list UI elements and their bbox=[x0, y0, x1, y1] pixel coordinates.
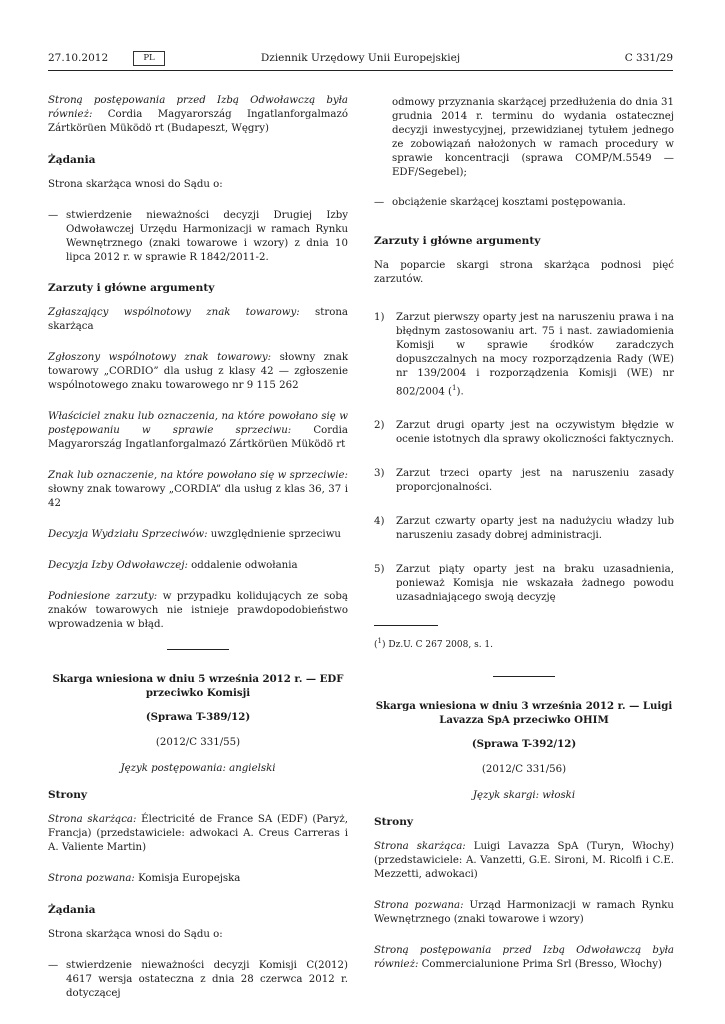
section-heading-pleas-right: Zarzuty i główne argumenty bbox=[374, 235, 541, 247]
field-applicant: Zgłaszający wspólnotowy znak towarowy: strona skarżąca bbox=[48, 307, 348, 332]
case-language: Język skargi: włoski bbox=[472, 790, 576, 802]
claim-item-2: — stwierdzenie nieważności decyzji Komisji C(2012) 4617 wersja ostateczna z dnia 28 czerwca 2012 r. dotyczącej bbox=[48, 960, 348, 999]
claim-item: — stwierdzenie nieważności decyzji Drugiej Izby Odwoławczej Urzędu Harmonizacji w ramach Rynku Wewnętrznego (znaki towarowe i wzory) z dnia 10 lipca 2012 r. w sprawie R 1842/2011-2. bbox=[48, 210, 348, 263]
field-opposition-decision: Decyzja Wydziału Sprzeciwów: uwzględnienie sprzeciwu bbox=[48, 529, 341, 540]
case-title: Skarga wniesiona w dniu 3 września 2012 r. — Luigi Lavazza SpA przeciwko OHIM bbox=[375, 700, 673, 727]
section-heading-claims-2: Żądania bbox=[48, 904, 96, 916]
case-reference: (2012/C 331/55) bbox=[155, 737, 241, 748]
claims-intro: Strona skarżąca wnosi do Sądu o: bbox=[48, 179, 223, 190]
plea-item: 3) Zarzut trzeci oparty jest na naruszeniu zasady proporcjonalności. bbox=[374, 468, 674, 494]
case-language: Język postępowania: angielski bbox=[120, 763, 276, 774]
section-heading-parties-right: Strony bbox=[374, 816, 414, 829]
party-applicant: Strona skarżąca: Luigi Lavazza SpA (Turyn, Włochy) (przedstawiciele: A. Vanzetti, G.E. Sironi, M. Ricolfi i C.E. Mezzetti, adwokaci) bbox=[374, 841, 674, 881]
field-mark-applied: Zgłoszony wspólnotowy znak towarowy: słowny znak towarowy „CORDIO” dla usług z klasy 42 — zgłoszenie wspólnotowego znaku towarowego nr 9 115 262 bbox=[48, 352, 348, 391]
intervener-paragraph: Stroną postępowania przed Izbą Odwoławczą była również: Commercialunione Prima Srl (Bresso, Włochy) bbox=[374, 945, 674, 971]
case-number: (Sprawa T-389/12) bbox=[145, 711, 251, 723]
separator bbox=[493, 676, 555, 677]
plea-item: 4) Zarzut czwarty oparty jest na nadużyciu władzy lub naruszeniu zasady dobrej administracji. bbox=[374, 516, 674, 542]
page-header bbox=[48, 52, 673, 72]
field-mark-opposed: Znak lub oznaczenie, na które powołano się w sprzeciwie: słowny znak towarowy „CORDIA” dla usług z klas 36, 37 i 42 bbox=[48, 470, 348, 509]
plea-item: 5) Zarzut piąty oparty jest na braku uzasadnienia, ponieważ Komisja nie wskazała żadnego powodu uzasadniającego swoją decyzję bbox=[374, 564, 674, 604]
header-rule bbox=[48, 70, 673, 71]
section-heading-parties: Strony bbox=[48, 789, 88, 801]
right-column bbox=[374, 96, 674, 989]
claims-intro-2: Strona skarżąca wnosi do Sądu o: bbox=[48, 929, 223, 940]
section-heading-pleas: Zarzuty i główne argumenty bbox=[48, 282, 215, 294]
field-board-decision: Decyzja Izby Odwoławczej: oddalenie odwołania bbox=[48, 560, 298, 571]
party-defendant: Strona pozwana: Komisja Europejska bbox=[48, 873, 241, 884]
claim-continuation: odmowy przyznania skarżącej przedłużenia do dnia 31 grudnia 2014 r. terminu do wydania ostatecznej decyzji inwestycyjnej, przewidzianej tytułem jednego ze zobowiązań nałożonych w ramach procedury w sprawie koncentracji (sprawa COMP/M.5549 — EDF/Segebel); bbox=[392, 97, 674, 178]
footnote-ref: 1 bbox=[452, 384, 457, 392]
footnote: ($^1$) Dz.U. C 267 2008, s. 1. bbox=[374, 637, 493, 651]
field-pleas: Podniesione zarzuty: w przypadku kolidujących ze sobą znaków towarowych nie istnieje prawdopodobieństwo wprowadzenia w błąd. bbox=[48, 591, 348, 630]
party-defendant: Strona pozwana: Urząd Harmonizacji w ramach Rynku Wewnętrznego (znaki towarowe i wzory) bbox=[374, 900, 674, 926]
claim-costs: — obciążenie skarżącej kosztami postępowania. bbox=[374, 197, 626, 208]
intervener-paragraph: Stroną postępowania przed Izbą Odwoławczą była również: Cordia Magyarország Ingatlanforgalmazó Zártkörüen Müködö rt (Budapeszt, Węgry) bbox=[48, 95, 348, 134]
plea-item: 1) Zarzut pierwszy oparty jest na naruszeniu prawa i na błędnym zastosowaniu art. 75 i nast. zawiadomienia Komisji w sprawie środków zaradczych dopuszczalnych na mocy rozporządzenia Rady (WE) nr 139/2004 i rozporządzenia Komisji (WE) nr 802/2004 ($^1$). bbox=[374, 312, 674, 398]
field-owner: Właściciel znaku lub oznaczenia, na które powołano się w postępowaniu w sprawie sprzeciwu: Cordia Magyarország Ingatlanforgalmazó Zártkörüen Müködö rt bbox=[48, 411, 348, 450]
language-badge: PL bbox=[133, 51, 165, 66]
journal-title: Dziennik Urzędowy Unii Europejskiej bbox=[260, 52, 461, 64]
plea-item: 2) Zarzut drugi oparty jest na oczywistym błędzie w ocenie istotnych dla sprawy okoliczności faktycznych. bbox=[374, 420, 674, 446]
section-heading-claims: Żądania bbox=[48, 154, 96, 166]
left-column bbox=[48, 94, 348, 1017]
case-reference: (2012/C 331/56) bbox=[481, 764, 567, 776]
page-number: C 331/29 bbox=[624, 52, 673, 64]
party-applicant: Strona skarżąca: Électricité de France SA (EDF) (Paryż, Francja) (przedstawiciele: adwokaci A. Creus Carreras i A. Valiente Martin) bbox=[48, 814, 348, 853]
case-number: (Sprawa T-392/12) bbox=[471, 738, 577, 751]
header-date: 27.10.2012 bbox=[48, 52, 109, 64]
case-title: Skarga wniesiona w dniu 5 września 2012 r. — EDF przeciwko Komisji bbox=[52, 673, 344, 699]
footnote-rule bbox=[374, 625, 438, 626]
separator bbox=[167, 649, 229, 650]
pleas-intro: Na poparcie skargi strona skarżąca podnosi pięć zarzutów. bbox=[374, 260, 674, 285]
